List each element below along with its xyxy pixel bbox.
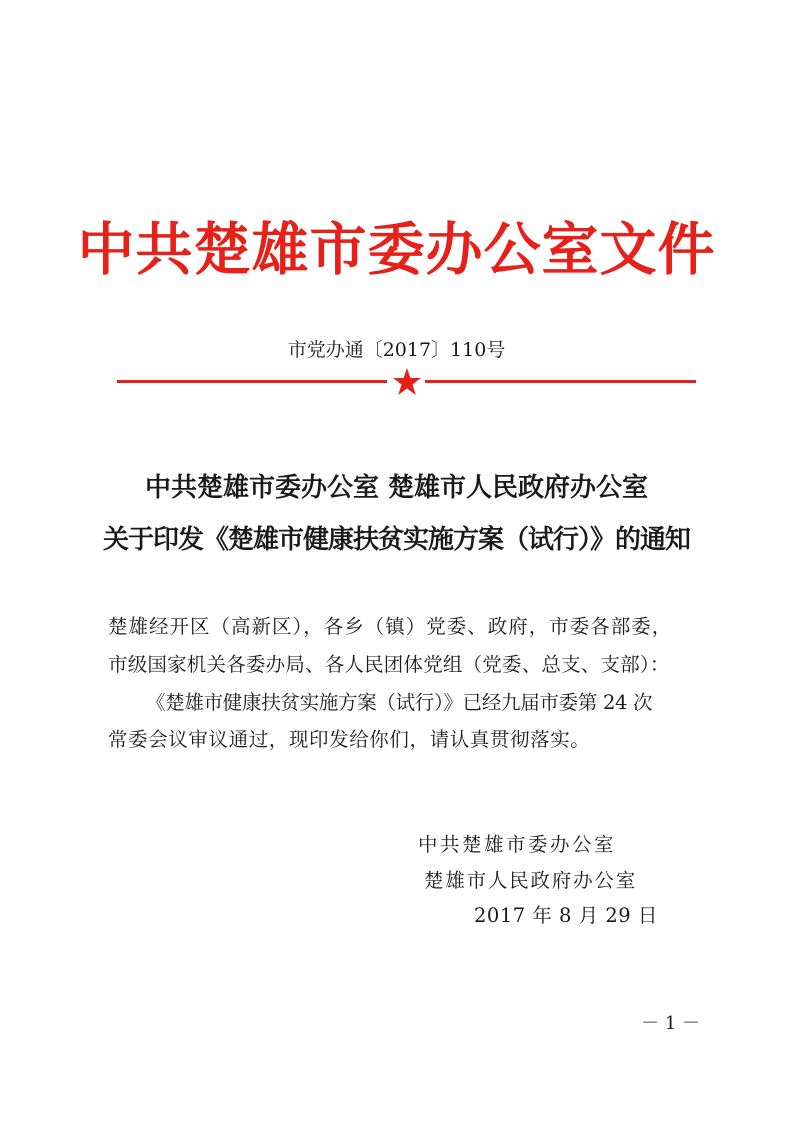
- red-divider-left: [117, 380, 387, 383]
- star-shape: [393, 368, 421, 395]
- signature-org-1: 中共楚雄市委办公室: [418, 833, 617, 856]
- body-text-line-2: 常委会议审议通过，现印发给你们，请认真贯彻落实。: [108, 728, 591, 751]
- signature-org-2: 楚雄市人民政府办公室: [424, 869, 638, 892]
- body-text-line-1: 《楚雄市健康扶贫实施方案（试行）》已经九届市委第 24 次: [146, 691, 653, 714]
- red-divider-right: [425, 380, 696, 383]
- addressee-line-1: 楚雄经开区（高新区），各乡（镇）党委、政府，市委各部委，: [108, 615, 673, 638]
- notice-title-line-2: 关于印发《楚雄市健康扶贫实施方案（试行）》的通知: [102, 525, 690, 555]
- page-number: － 1 －: [641, 1013, 700, 1034]
- addressee-line-2: 市级国家机关各委办局、各人民团体党组（党委、总支、支部）：: [108, 653, 670, 676]
- document-masthead: 中共楚雄市委办公室文件: [77, 216, 716, 283]
- red-star-icon: [392, 367, 422, 397]
- signature-date: 2017 年 8 月 29 日: [474, 904, 658, 927]
- notice-title-line-1: 中共楚雄市委办公室 楚雄市人民政府办公室: [144, 473, 649, 503]
- document-number: 市党办通〔2017〕110号: [287, 339, 506, 361]
